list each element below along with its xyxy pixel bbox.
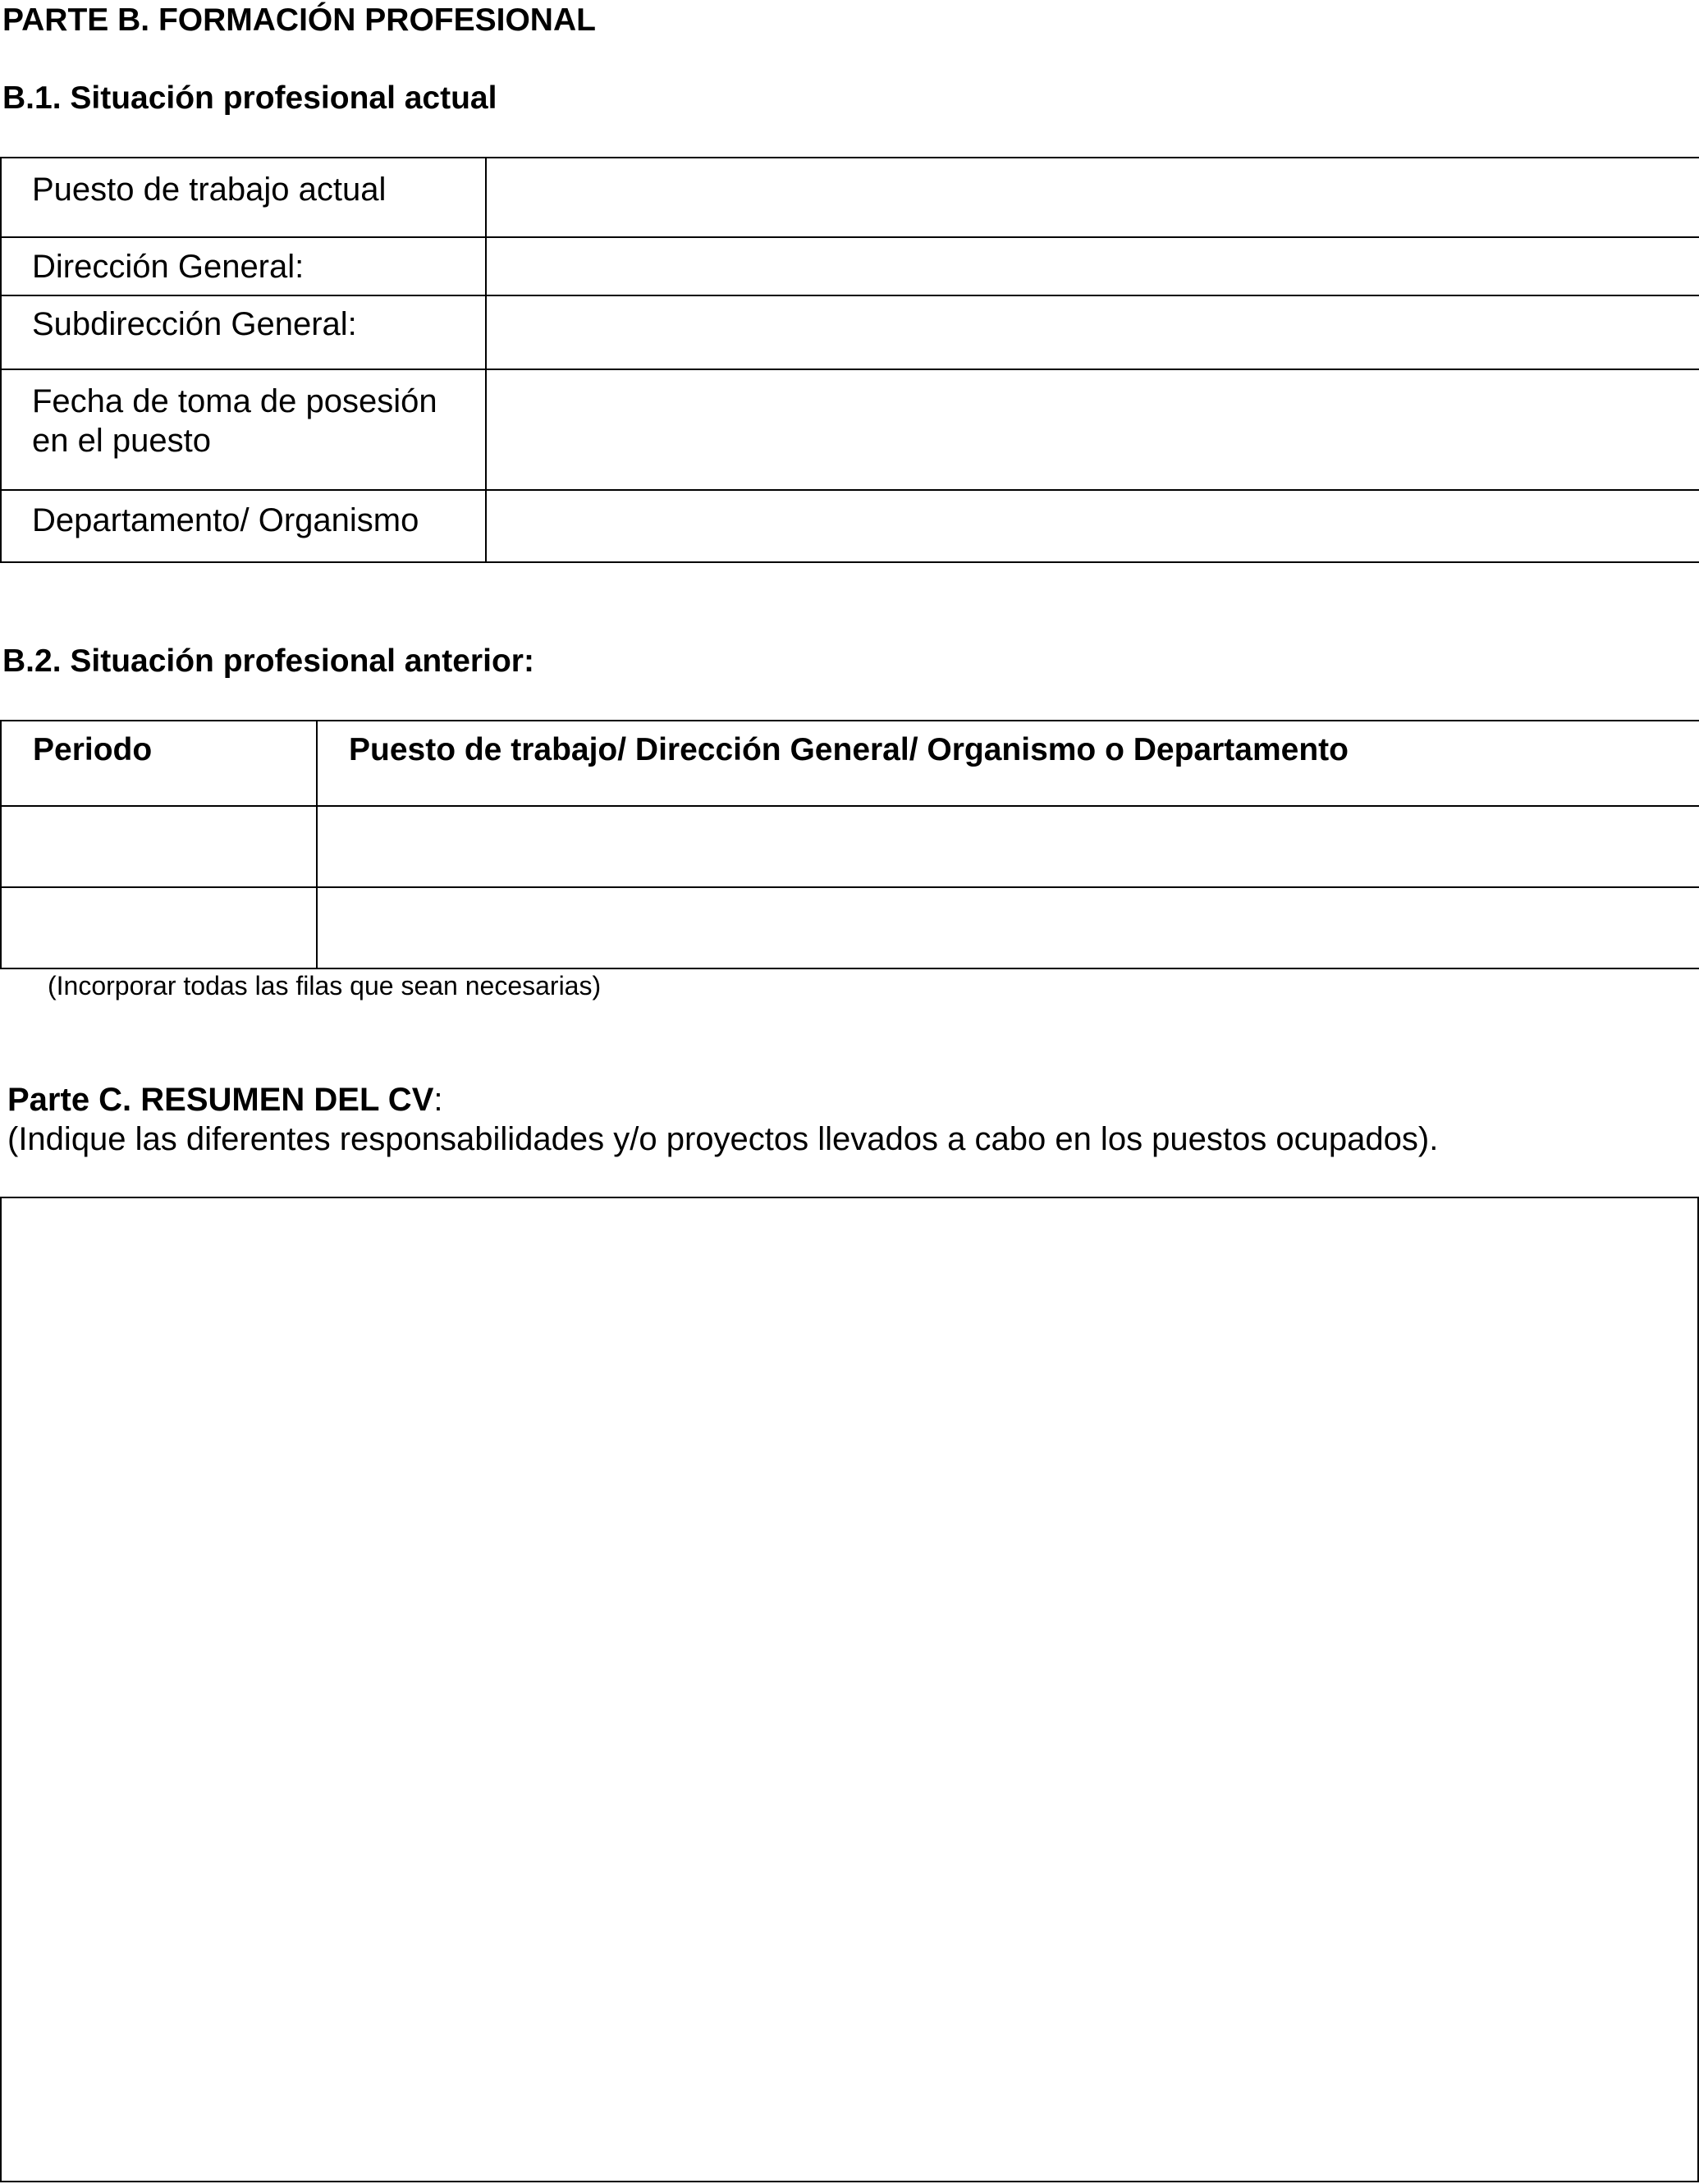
part-c-title: Parte C. RESUMEN DEL CV	[7, 1082, 434, 1118]
table-row	[1, 369, 1699, 490]
position-header-label: Puesto de trabajo/ Dirección General/ Organismo o Departamento	[349, 732, 1349, 767]
b1-label-cell	[1, 295, 486, 369]
table-row	[1, 295, 1699, 369]
b1-label-cell	[1, 369, 486, 490]
b2-previous-positions-table	[0, 720, 1699, 969]
period-field[interactable]	[1, 806, 317, 887]
start-date-label: Fecha de toma de posesión en el puesto	[32, 383, 437, 459]
table-row	[1, 887, 1699, 968]
table-row	[1, 237, 1699, 295]
start-date-field[interactable]	[486, 369, 1699, 490]
position-header	[317, 721, 1699, 806]
table-header-row	[1, 721, 1699, 806]
b1-label-cell	[1, 158, 486, 237]
b1-section-title: B.1. Situación profesional actual	[2, 80, 497, 116]
part-c-heading	[7, 1080, 443, 1119]
current-job-field[interactable]	[486, 158, 1699, 237]
b2-section-title: B.2. Situación profesional anterior:	[2, 643, 534, 679]
period-field[interactable]	[1, 887, 317, 968]
part-c-instructions: (Indique las diferentes responsabilidades y/o proyectos llevados a cabo en los puestos ocupados).	[7, 1121, 1439, 1157]
position-field[interactable]	[317, 887, 1699, 968]
department-label: Departamento/ Organismo	[32, 502, 419, 538]
add-rows-note: (Incorporar todas las filas que sean necesarias)	[48, 971, 602, 1000]
table-row	[1, 158, 1699, 237]
position-field[interactable]	[317, 806, 1699, 887]
table-row	[1, 806, 1699, 887]
general-directorate-field[interactable]	[486, 237, 1699, 295]
part-c-title-colon: :	[433, 1082, 443, 1118]
period-header	[1, 721, 317, 806]
general-directorate-label: Dirección General:	[32, 249, 305, 285]
current-job-label: Puesto de trabajo actual	[32, 172, 387, 208]
cv-summary-textarea[interactable]	[0, 1197, 1699, 2182]
sub-directorate-label: Subdirección General:	[32, 306, 357, 342]
b1-label-cell	[1, 490, 486, 562]
sub-directorate-field[interactable]	[486, 295, 1699, 369]
b1-label-cell	[1, 237, 486, 295]
department-field[interactable]	[486, 490, 1699, 562]
period-header-label: Periodo	[33, 732, 153, 767]
table-row	[1, 490, 1699, 562]
b1-current-position-table	[0, 157, 1699, 563]
part-b-title: PARTE B. FORMACIÓN PROFESIONAL	[2, 2, 596, 38]
